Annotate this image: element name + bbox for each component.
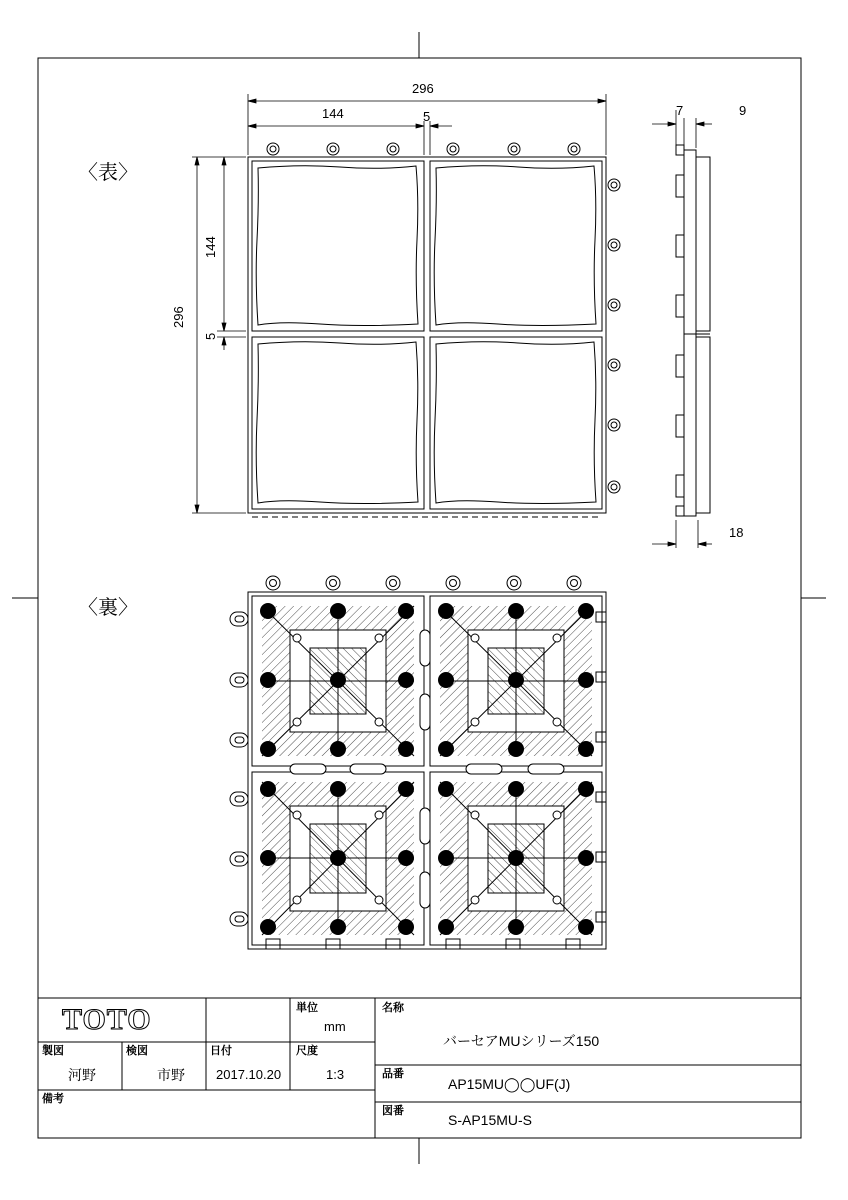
- checker-label: 検図: [126, 1045, 148, 1057]
- part-no-label: 品番: [382, 1068, 404, 1080]
- toto-logo: TOTO: [62, 1003, 152, 1036]
- scale-label: 尺度: [296, 1045, 318, 1057]
- dim-top-total: 296: [412, 81, 434, 96]
- front-view-label: 〈表〉: [78, 162, 138, 184]
- dim-side-height: 18: [729, 525, 744, 540]
- remarks-label: 備考: [42, 1093, 64, 1105]
- date-value: 2017.10.20: [216, 1067, 282, 1082]
- part-no-value: AP15MU◯◯UF(J): [448, 1076, 571, 1092]
- front-view-drawing: [248, 143, 620, 517]
- front-right-tabs: [608, 179, 620, 493]
- dim-left-gap: 5: [203, 332, 218, 340]
- unit-value: mm: [324, 1019, 346, 1034]
- dim-side-a: 7: [676, 103, 684, 118]
- drafter-label: 製図: [42, 1045, 64, 1057]
- dim-top-gap: 5: [423, 109, 431, 124]
- date-label: 日付: [210, 1045, 232, 1057]
- product-name: バーセアMUシリーズ150: [443, 1033, 600, 1049]
- name-label: 名称: [382, 1002, 404, 1014]
- dim-side-b: 9: [739, 103, 747, 118]
- dim-top-half: 144: [322, 106, 344, 121]
- dimension-lines: [192, 94, 712, 548]
- unit-label: 単位: [296, 1002, 318, 1014]
- back-view-label: 〈裏〉: [78, 597, 138, 619]
- drafter-value: 河野: [68, 1067, 96, 1083]
- back-view-drawing: [230, 576, 606, 949]
- back-left-tabs: [230, 612, 248, 926]
- front-top-tabs: [267, 143, 580, 155]
- back-top-tabs: [266, 576, 581, 590]
- dim-left-total: 296: [171, 306, 186, 328]
- back-bottom-clips: [266, 939, 580, 949]
- dim-left-half: 144: [203, 236, 218, 258]
- drawing-no-label: 図番: [382, 1105, 404, 1117]
- title-block-grid: [38, 998, 801, 1138]
- drawing-no-value: S-AP15MU-S: [448, 1112, 533, 1128]
- back-right-clips: [596, 612, 606, 922]
- scale-value: 1:3: [326, 1067, 345, 1082]
- side-view-drawing: [676, 145, 710, 516]
- checker-value: 市野: [157, 1067, 185, 1083]
